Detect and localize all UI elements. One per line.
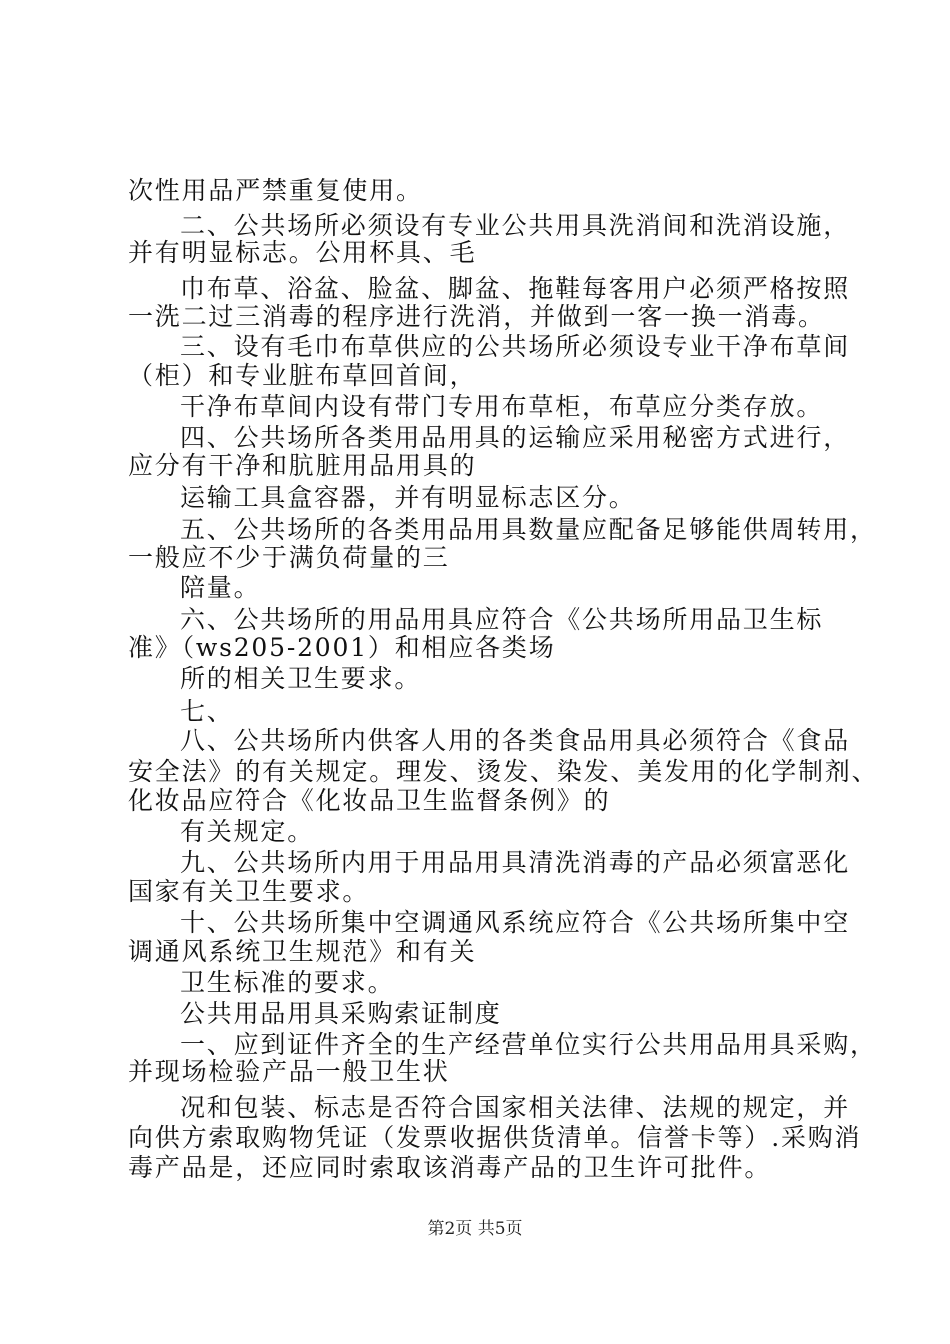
text-line: 陪量。 (180, 573, 261, 602)
text-line: 应分有干净和肮脏用品用具的 (128, 451, 477, 480)
text-line: （柜）和专业脏布草回首间， (128, 361, 477, 390)
text-line: 运输工具盒容器，并有明显标志区分。 (180, 483, 636, 512)
section-heading: 公共用品用具采购索证制度 (180, 999, 502, 1028)
text-line: 二、公共场所必须设有专业公共用具洗消间和洗消设施， (180, 211, 851, 240)
text-line: 九、公共场所内用于用品用具清洗消毒的产品必须富恶化 (180, 848, 851, 877)
text-line: 四、公共场所各类用品用具的运输应采用秘密方式进行， (180, 423, 851, 452)
text-line: 一、应到证件齐全的生产经营单位实行公共用品用具采购， (180, 1030, 877, 1059)
text-line: 所的相关卫生要求。 (180, 664, 422, 693)
text-line: 并现场检验产品一般卫生状 (128, 1057, 450, 1086)
text-line: 一般应不少于满负荷量的三 (128, 543, 450, 572)
text-line: 三、设有毛巾布草供应的公共场所必须设专业干净布草间 (180, 332, 851, 361)
text-line: 调通风系统卫生规范》和有关 (128, 937, 477, 966)
text-line: 并有明显标志。公用杯具、毛 (128, 238, 477, 267)
text-line: 十、公共场所集中空调通风系统应符合《公共场所集中空 (180, 908, 851, 937)
text-line: 六、公共场所的用品用具应符合《公共场所用品卫生标 (180, 605, 824, 634)
text-line: 五、公共场所的各类用品用具数量应配备足够能供周转用， (180, 515, 877, 544)
text-line: 准》（ws205-2001）和相应各类场 (128, 633, 556, 662)
text-line: 卫生标准的要求。 (180, 968, 395, 997)
text-line: 向供方索取购物凭证（发票收据供货清单。信誉卡等）.采购消 (128, 1123, 862, 1152)
text-line: 巾布草、浴盆、脸盆、脚盆、拖鞋每客用户必须严格按照 (180, 274, 851, 303)
text-line: 干净布草间内设有带门专用布草柜，布草应分类存放。 (180, 392, 824, 421)
text-line: 八、公共场所内供客人用的各类食品用具必须符合《食品 (180, 726, 851, 755)
text-line: 安全法》的有关规定。理发、烫发、染发、美发用的化学制剂、 (128, 757, 879, 786)
text-line: 七、 (180, 697, 234, 726)
text-line: 毒产品是，还应同时索取该消毒产品的卫生许可批件。 (128, 1153, 772, 1182)
text-line: 况和包装、标志是否符合国家相关法律、法规的规定，并 (180, 1093, 851, 1122)
text-line: 国家有关卫生要求。 (128, 877, 370, 906)
text-line: 有关规定。 (180, 817, 315, 846)
text-line: 一洗二过三消毒的程序进行洗消，并做到一客一换一消毒。 (128, 302, 825, 331)
page-number-footer: 第2页 共5页 (427, 1219, 523, 1239)
text-line: 化妆品应符合《化妆品卫生监督条例》的 (128, 786, 611, 815)
text-line: 次性用品严禁重复使用。 (128, 176, 423, 205)
